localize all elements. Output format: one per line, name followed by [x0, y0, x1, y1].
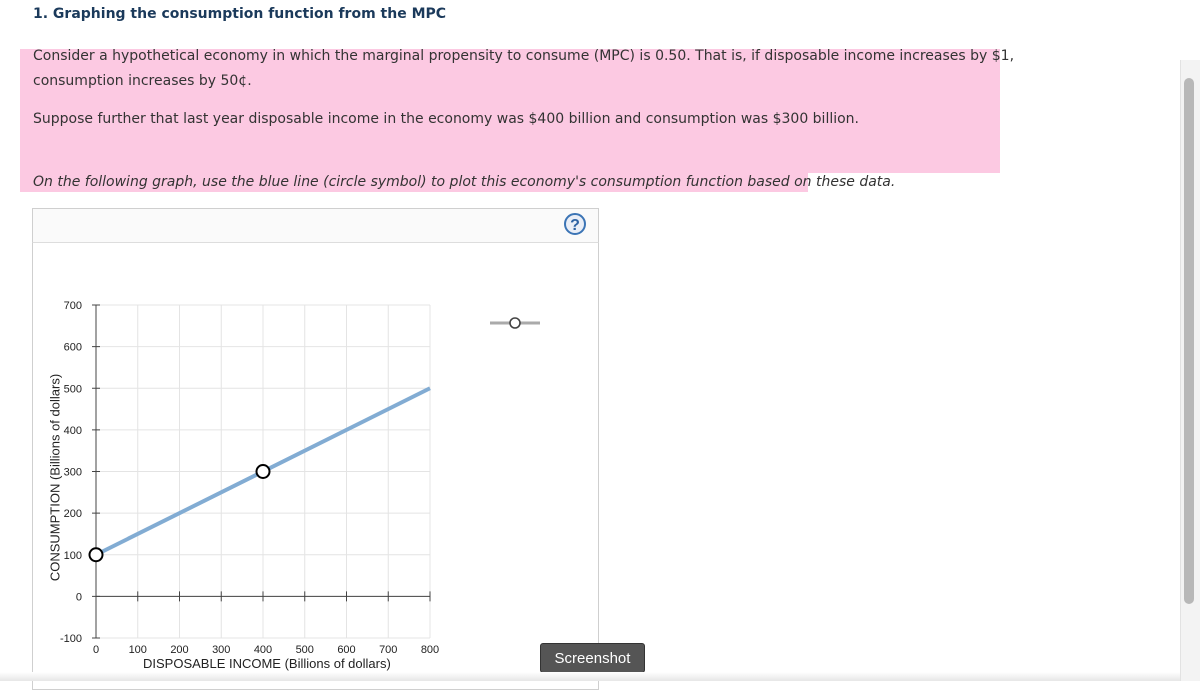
- data-point-marker: [90, 548, 103, 561]
- y-tick-label: 300: [63, 466, 82, 479]
- x-tick-label: 700: [379, 644, 398, 656]
- y-axis-label: CONSUMPTION (Billions of dollars): [47, 373, 63, 582]
- screenshot-button[interactable]: Screenshot: [540, 643, 645, 673]
- problem-text-assumption: Suppose further that last year disposable income in the economy was $400 billion and consumption was $300 billion.: [33, 111, 860, 127]
- y-tick-label: 100: [63, 549, 82, 562]
- x-tick-label: 0: [92, 644, 100, 656]
- y-tick-label: 200: [63, 508, 82, 521]
- y-tick-label: 400: [63, 424, 82, 437]
- page-title: 1. Graphing the consumption function from the MPC: [33, 6, 447, 22]
- y-tick-label: 0: [75, 591, 82, 604]
- help-icon[interactable]: ?: [564, 213, 586, 235]
- x-tick-label: 300: [212, 644, 231, 656]
- instruction-text: On the following graph, use the blue line (circle symbol) to plot this economy's consumption function based on these data.: [33, 174, 896, 190]
- legend-circle-icon: [510, 318, 520, 328]
- legend: [490, 318, 540, 328]
- scrollbar-thumb[interactable]: [1184, 78, 1194, 604]
- x-axis-label: DISPOSABLE INCOME (Billions of dollars): [143, 656, 391, 671]
- x-tick-label: 200: [170, 644, 189, 656]
- x-tick-label: 100: [128, 644, 147, 656]
- y-tick-label: 500: [63, 383, 82, 396]
- y-tick-label: 600: [63, 341, 82, 354]
- problem-text-line2: consumption increases by 50¢.: [33, 73, 252, 89]
- y-tick-label: -100: [59, 633, 82, 645]
- data-point-marker: [257, 465, 270, 478]
- problem-text-line1: Consider a hypothetical economy in which the marginal propensity to consume (MPC) is 0.50. That is, if disposable income increases by $1,: [33, 48, 1015, 64]
- bottom-shadow: [0, 672, 1180, 681]
- x-tick-label: 800: [420, 644, 440, 656]
- x-tick-label: 400: [253, 644, 273, 656]
- x-tick-label: 600: [337, 644, 356, 656]
- y-tick-label: 700: [63, 300, 82, 312]
- x-tick-label: 500: [295, 644, 314, 656]
- series: [90, 388, 431, 561]
